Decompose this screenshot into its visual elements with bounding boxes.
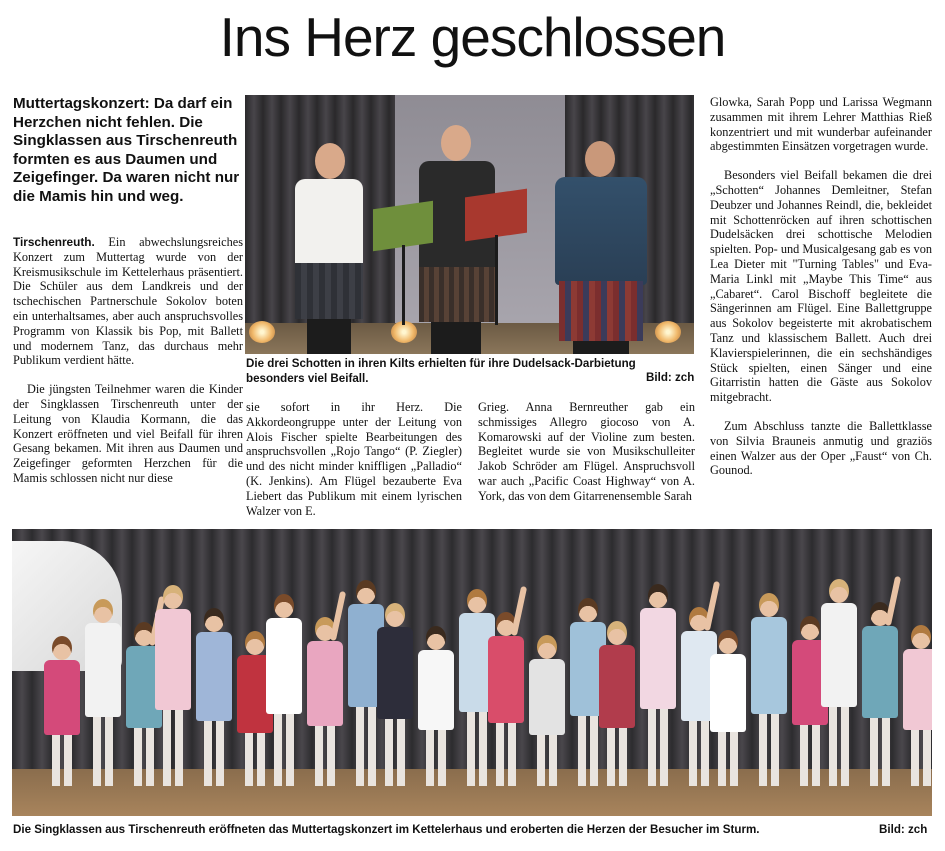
article-paragraph: sie sofort in ihr Herz. Die Akkordeongruppe unter der Leitung von Alois Fischer spielte Bearbeitungen des anspruchsvollen „Rojo Tango“ (P. Ziegler) und des nicht minder kniffligen „Palladio“ (K. Jenkins). Am Flügel bezauberte Eva Liebert das Publikum mit einem lyrischen Walzer von E. xyxy=(246,400,462,518)
stage-light xyxy=(249,321,275,343)
photo-caption: Die drei Schotten in ihren Kilts erhielten für ihre Dudelsack-Darbietung besonders viel Beifall. xyxy=(246,357,636,385)
headline: Ins Herz geschlossen xyxy=(219,6,726,68)
choir-photo xyxy=(12,529,932,816)
article-column-3 xyxy=(478,400,695,504)
article-paragraph: Ein abwechslungsreiches Konzert zum Muttertag wurde von der Kreismusikschule im Kettelerhaus präsentiert. Die Schüler aus dem Landkreis und der tschechischen Partnerschule Sokolov boten ein unterhaltsames, aber auch anspruchsvolles Programm von Klassik bis Pop, mit Ballett und modernem Tanz, das durchaus mehr Publikum verdient hätte. xyxy=(13,235,243,368)
child-singer xyxy=(42,636,82,786)
photo-credit: Bild: zch xyxy=(646,371,695,384)
dateline: Tirschenreuth. xyxy=(13,235,95,249)
sheet-music xyxy=(373,201,433,251)
child-singer xyxy=(83,599,123,786)
child-singer xyxy=(597,621,637,786)
bagpipers-photo xyxy=(245,95,694,354)
article-paragraph: Grieg. Anna Bernreuther gab ein schmissiges Allegro giocoso von A. Komarowski auf der Violine zum besten. Begleitet wurde sie von Musikschulleiter Jakob Schröder am Flügel. Anspruchsvoll war auch „Pacific Coast Highway“ von A. York, das von dem Gitarrenensemble Sarah xyxy=(478,400,695,503)
music-stand xyxy=(495,235,498,325)
child-singer xyxy=(153,585,193,786)
sheet-music xyxy=(465,189,527,242)
child-singer xyxy=(708,630,748,786)
subheadline: Muttertagskonzert: Da darf ein Herzchen nicht fehlen. Die Singklassen aus Tirschenreuth formten es aus Daumen und Zeigefinger. Da waren nicht nur die Mamis hin und weg. xyxy=(13,95,240,205)
child-singer xyxy=(901,625,932,786)
photo-caption: Die Singklassen aus Tirschenreuth eröffneten das Muttertagskonzert im Kettelerhaus und eroberten die Herzen der Besucher im Sturm. xyxy=(13,823,760,836)
child-singer xyxy=(416,626,456,786)
child-singer xyxy=(486,612,526,786)
article-column-4 xyxy=(710,95,932,478)
music-stand xyxy=(402,245,405,325)
child-singer xyxy=(860,602,900,786)
child-singer xyxy=(194,608,234,786)
stage-light xyxy=(655,321,681,343)
article-column-2 xyxy=(246,400,462,518)
photo-credit: Bild: zch xyxy=(879,823,928,836)
child-singer xyxy=(305,617,345,786)
piper-right xyxy=(545,141,655,354)
article-paragraph: Glowka, Sarah Popp und Larissa Wegmann zusammen mit ihrem Lehrer Matthias Rieß konzentriert und mit wunderbar aufeinander abgestimmten Einsätzen vorgetragen wurde. xyxy=(710,95,932,154)
article-column-1 xyxy=(13,235,243,486)
child-singer xyxy=(375,603,415,786)
child-singer xyxy=(527,635,567,786)
child-singer xyxy=(638,584,678,786)
article-paragraph: Zum Abschluss tanzte die Ballettklasse von Silvia Brauneis anmutig und graziös einen Walzer aus der Oper „Faust“ von Ch. Gounod. xyxy=(710,418,932,478)
child-singer xyxy=(749,593,789,786)
article-paragraph: Die jüngsten Teilnehmer waren die Kinder der Singklassen Tirschenreuth unter der Leitung von Klaudia Kormann, die das Konzert eröffneten und viel Beifall für ihren Gesang bekamen. Mit ihren aus Daumen und Zeigefinger geformten Herzchen für die Mamis schlossen nicht nur diese xyxy=(13,382,243,485)
child-singer xyxy=(264,594,304,786)
piper-left xyxy=(285,143,375,354)
child-singer xyxy=(819,579,859,786)
article-paragraph: Besonders viel Beifall bekamen die drei „Schotten“ Johannes Demleitner, Stefan Deubzer und Johannes Reindl, die, bekleidet mit Schottenröcken auf ihren schottischen Dudelsäcken drei schottische Melodien spielten. Pop- und Musicalgesang gab es von Lea Dieter mit "Turning Tables" und Eva-Maria Linkl mit „Maybe This Time“ aus „Cabaret“. Carol Bischoff begleitete die Sängerinnen am Flügel. Eine Ballettgruppe aus Sokolov begeisterte mit akrobatischem Tanz und klassischem Ballett. Auch drei Klavierspielerinnen, die ein sechshändiges Stück spielten, einen Sänger und eine Gitarristin hatten die Gäste aus Sokolov mitgebracht. xyxy=(710,168,932,405)
